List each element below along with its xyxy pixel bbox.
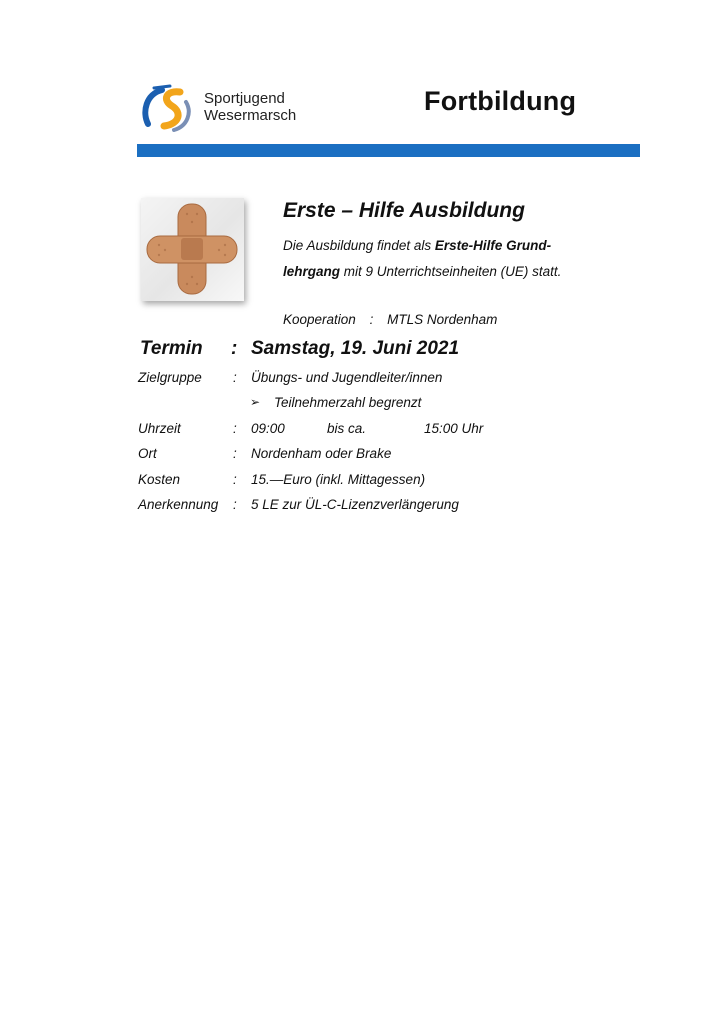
bandage-cross-icon xyxy=(141,198,244,301)
anerkennung-label: Anerkennung xyxy=(138,497,219,512)
anerkennung-colon: : xyxy=(233,497,237,512)
sportjugend-logo xyxy=(140,84,320,134)
cooperation-label: Kooperation xyxy=(283,312,356,327)
course-description xyxy=(283,233,613,285)
uhrzeit-from: 09:00 xyxy=(251,421,285,436)
ort-colon: : xyxy=(233,446,237,461)
termin-label: Termin xyxy=(140,338,203,359)
bullet-text: Teilnehmerzahl begrenzt xyxy=(274,395,422,410)
zielgruppe-value: Übungs- und Jugendleiter/innen xyxy=(251,370,443,385)
kosten-colon: : xyxy=(233,472,237,487)
termin-colon: : xyxy=(231,338,238,359)
zielgruppe-colon: : xyxy=(233,370,237,385)
header-rule xyxy=(137,144,640,157)
course-title: Erste – Hilfe Ausbildung xyxy=(283,199,525,222)
uhrzeit-colon: : xyxy=(233,421,237,436)
anerkennung-value: 5 LE zur ÜL-C-Lizenzverlängerung xyxy=(251,497,459,512)
cooperation-value: MTLS Nordenham xyxy=(387,312,498,327)
logo-text-line2: Wesermarsch xyxy=(204,107,297,124)
desc-text-1: Die Ausbildung findet als xyxy=(283,238,435,253)
desc-text-2: mit 9 Unterrichtseinheiten (UE) statt. xyxy=(340,264,562,279)
cooperation-line xyxy=(283,312,497,327)
ort-label: Ort xyxy=(138,446,157,461)
uhrzeit-label: Uhrzeit xyxy=(138,421,181,436)
page-title: Fortbildung xyxy=(424,86,577,116)
desc-bold-2: lehrgang xyxy=(283,264,341,279)
kosten-value: 15.—Euro (inkl. Mittagessen) xyxy=(251,472,426,487)
uhrzeit-to: 15:00 Uhr xyxy=(424,421,484,436)
ort-value: Nordenham oder Brake xyxy=(251,446,392,461)
termin-date: Samstag, 19. Juni 2021 xyxy=(251,338,460,359)
zielgruppe-label: Zielgruppe xyxy=(138,370,202,385)
plaster-cross-image xyxy=(141,198,244,301)
kosten-label: Kosten xyxy=(138,472,181,487)
uhrzeit-mid: bis ca. xyxy=(327,421,367,436)
cooperation-colon: : xyxy=(369,312,374,327)
desc-bold-1: Erste-Hilfe Grund- xyxy=(434,238,552,253)
bullet-arrow-icon: ➢ xyxy=(250,395,261,409)
logo-text-line1: Sportjugend xyxy=(204,90,285,107)
logo-swoosh-icon xyxy=(140,84,202,134)
